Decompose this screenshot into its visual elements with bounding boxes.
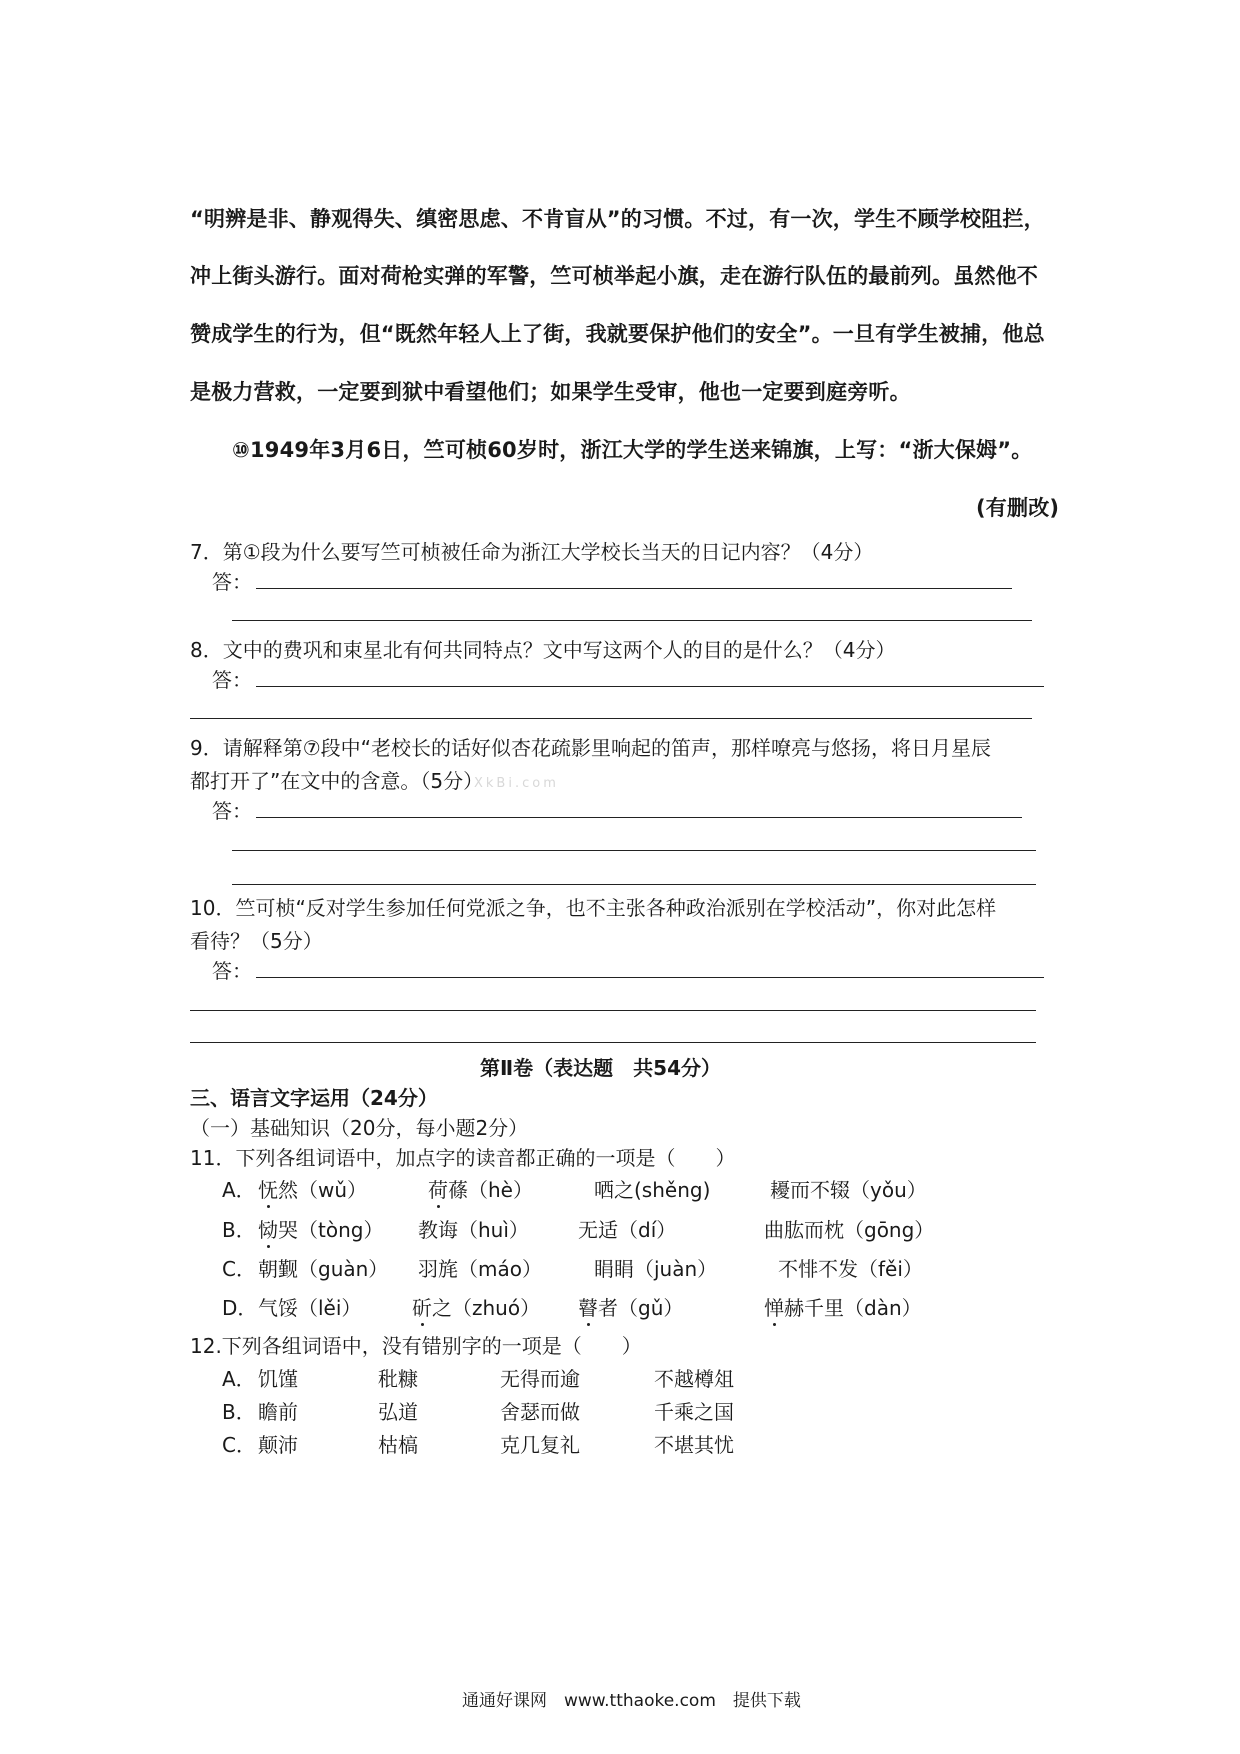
q11-option-a-item-3: 哂之(shěng) xyxy=(594,1178,711,1202)
passage-line-2: 冲上街头游行。面对荷枪实弹的军警，竺可桢举起小旗，走在游行队伍的最前列。虽然他不 xyxy=(190,264,1038,288)
section-2-title: 第Ⅱ卷（表达题 共54分） xyxy=(480,1056,722,1080)
question-11: 11．下列各组词语中，加点字的读音都正确的一项是（ ） xyxy=(190,1146,736,1170)
q12-option-a-word-1: 饥馑 xyxy=(258,1367,298,1391)
q12-option-b-word-3: 舍瑟而做 xyxy=(500,1400,580,1424)
answer-label-9: 答： xyxy=(212,799,252,823)
q11-option-a-item-2: 荷蓧（hè） xyxy=(428,1178,533,1202)
answer-line-8a[interactable] xyxy=(256,686,1044,687)
answer-line-8b[interactable] xyxy=(190,718,1032,719)
question-10-line-1: 10．竺可桢“反对学生参加任何党派之争，也不主张各种政治派别在学校活动”，你对此怎样 xyxy=(190,896,997,920)
q12-option-c-word-4: 不堪其忧 xyxy=(654,1433,734,1457)
q11-option-d-letter: D． xyxy=(222,1296,258,1320)
q11-option-b-item-1: 恸哭（tòng） xyxy=(258,1218,384,1242)
q11-option-d-item-1: 气馁（lěi） xyxy=(258,1296,362,1320)
q12-option-c-word-1: 颠沛 xyxy=(258,1433,298,1457)
edit-note: (有删改) xyxy=(976,496,1060,520)
answer-line-9b[interactable] xyxy=(232,850,1036,851)
answer-line-10a[interactable] xyxy=(256,977,1044,978)
q11-option-a-item-4: 耰而不辍（yǒu） xyxy=(770,1178,927,1202)
q12-option-a-word-4: 不越樽俎 xyxy=(654,1367,734,1391)
part-3-heading: 三、语言文字运用（24分） xyxy=(190,1086,438,1110)
q12-option-a-letter: A． xyxy=(222,1367,256,1391)
passage-line-3: 赞成学生的行为，但“既然年轻人上了街，我就要保护他们的安全”。一旦有学生被捕，他总 xyxy=(190,322,1045,346)
q11-option-a-item-1: 怃然（wǔ） xyxy=(258,1178,368,1202)
question-9-line-2: 都打开了”在文中的含意。（5分） xyxy=(190,769,484,793)
q12-option-b-word-1: 瞻前 xyxy=(258,1400,298,1424)
q12-option-b-word-4: 千乘之国 xyxy=(654,1400,734,1424)
q11-option-d-item-2: 斫之（zhuó） xyxy=(412,1296,541,1320)
answer-line-9c[interactable] xyxy=(232,884,1036,885)
q11-option-d-item-4: 惮赫千里（dàn） xyxy=(764,1296,922,1320)
footer-text: 通通好课网 www.tthaoke.com 提供下载 xyxy=(462,1691,801,1711)
question-8: 8．文中的费巩和束星北有何共同特点？文中写这两个人的目的是什么？（4分） xyxy=(190,638,896,662)
question-7: 7．第①段为什么要写竺可桢被任命为浙江大学校长当天的日记内容？（4分） xyxy=(190,540,874,564)
q11-option-c-letter: C． xyxy=(222,1257,256,1281)
answer-label-8: 答： xyxy=(212,668,252,692)
q11-option-a-letter: A． xyxy=(222,1178,256,1202)
q11-option-b-letter: B． xyxy=(222,1218,256,1242)
question-10-line-2: 看待？（5分） xyxy=(190,929,323,953)
q11-option-c-item-2: 羽旄（máo） xyxy=(418,1257,542,1281)
answer-line-9a[interactable] xyxy=(256,817,1022,818)
q12-option-b-word-2: 弘道 xyxy=(378,1400,418,1424)
q12-option-c-word-3: 克几复礼 xyxy=(500,1433,580,1457)
q11-option-c-item-4: 不悱不发（fěi） xyxy=(778,1257,923,1281)
answer-label-7: 答： xyxy=(212,570,252,594)
watermark: XkBi.com xyxy=(474,776,559,791)
q12-option-a-word-2: 秕糠 xyxy=(378,1367,418,1391)
passage-line-1: “明辨是非、静观得失、缜密思虑、不肯盲从”的习惯。不过，有一次，学生不顾学校阻拦， xyxy=(190,207,1045,231)
passage-paragraph-10: ⑩1949年3月6日，竺可桢60岁时，浙江大学的学生送来锦旗，上写：“浙大保姆”。 xyxy=(232,438,1033,462)
q12-option-c-letter: C． xyxy=(222,1433,256,1457)
answer-line-7a[interactable] xyxy=(256,588,1012,589)
q11-option-b-item-4: 曲肱而枕（gōng） xyxy=(764,1218,935,1242)
passage-line-4: 是极力营救，一定要到狱中看望他们；如果学生受审，他也一定要到庭旁听。 xyxy=(190,380,911,404)
subsection-1-heading: （一）基础知识（20分，每小题2分） xyxy=(190,1116,529,1140)
q11-option-c-item-1: 朝觐（guàn） xyxy=(258,1257,389,1281)
q11-option-c-item-3: 睊睊（juàn） xyxy=(594,1257,718,1281)
answer-line-10c[interactable] xyxy=(190,1042,1036,1043)
question-9-line-1: 9．请解释第⑦段中“老校长的话好似杏花疏影里响起的笛声，那样嘹亮与悠扬，将日月星辰 xyxy=(190,736,992,760)
answer-line-10b[interactable] xyxy=(190,1010,1036,1011)
q11-option-d-item-3: 瞽者（gǔ） xyxy=(578,1296,684,1320)
answer-line-7b[interactable] xyxy=(232,620,1032,621)
question-12: 12.下列各组词语中，没有错别字的一项是（ ） xyxy=(190,1334,642,1358)
q12-option-a-word-3: 无得而逾 xyxy=(500,1367,580,1391)
q12-option-c-word-2: 枯槁 xyxy=(378,1433,418,1457)
q11-option-b-item-3: 无适（dí） xyxy=(578,1218,677,1242)
q11-option-b-item-2: 教诲（huì） xyxy=(418,1218,529,1242)
answer-label-10: 答： xyxy=(212,959,252,983)
q12-option-b-letter: B． xyxy=(222,1400,256,1424)
